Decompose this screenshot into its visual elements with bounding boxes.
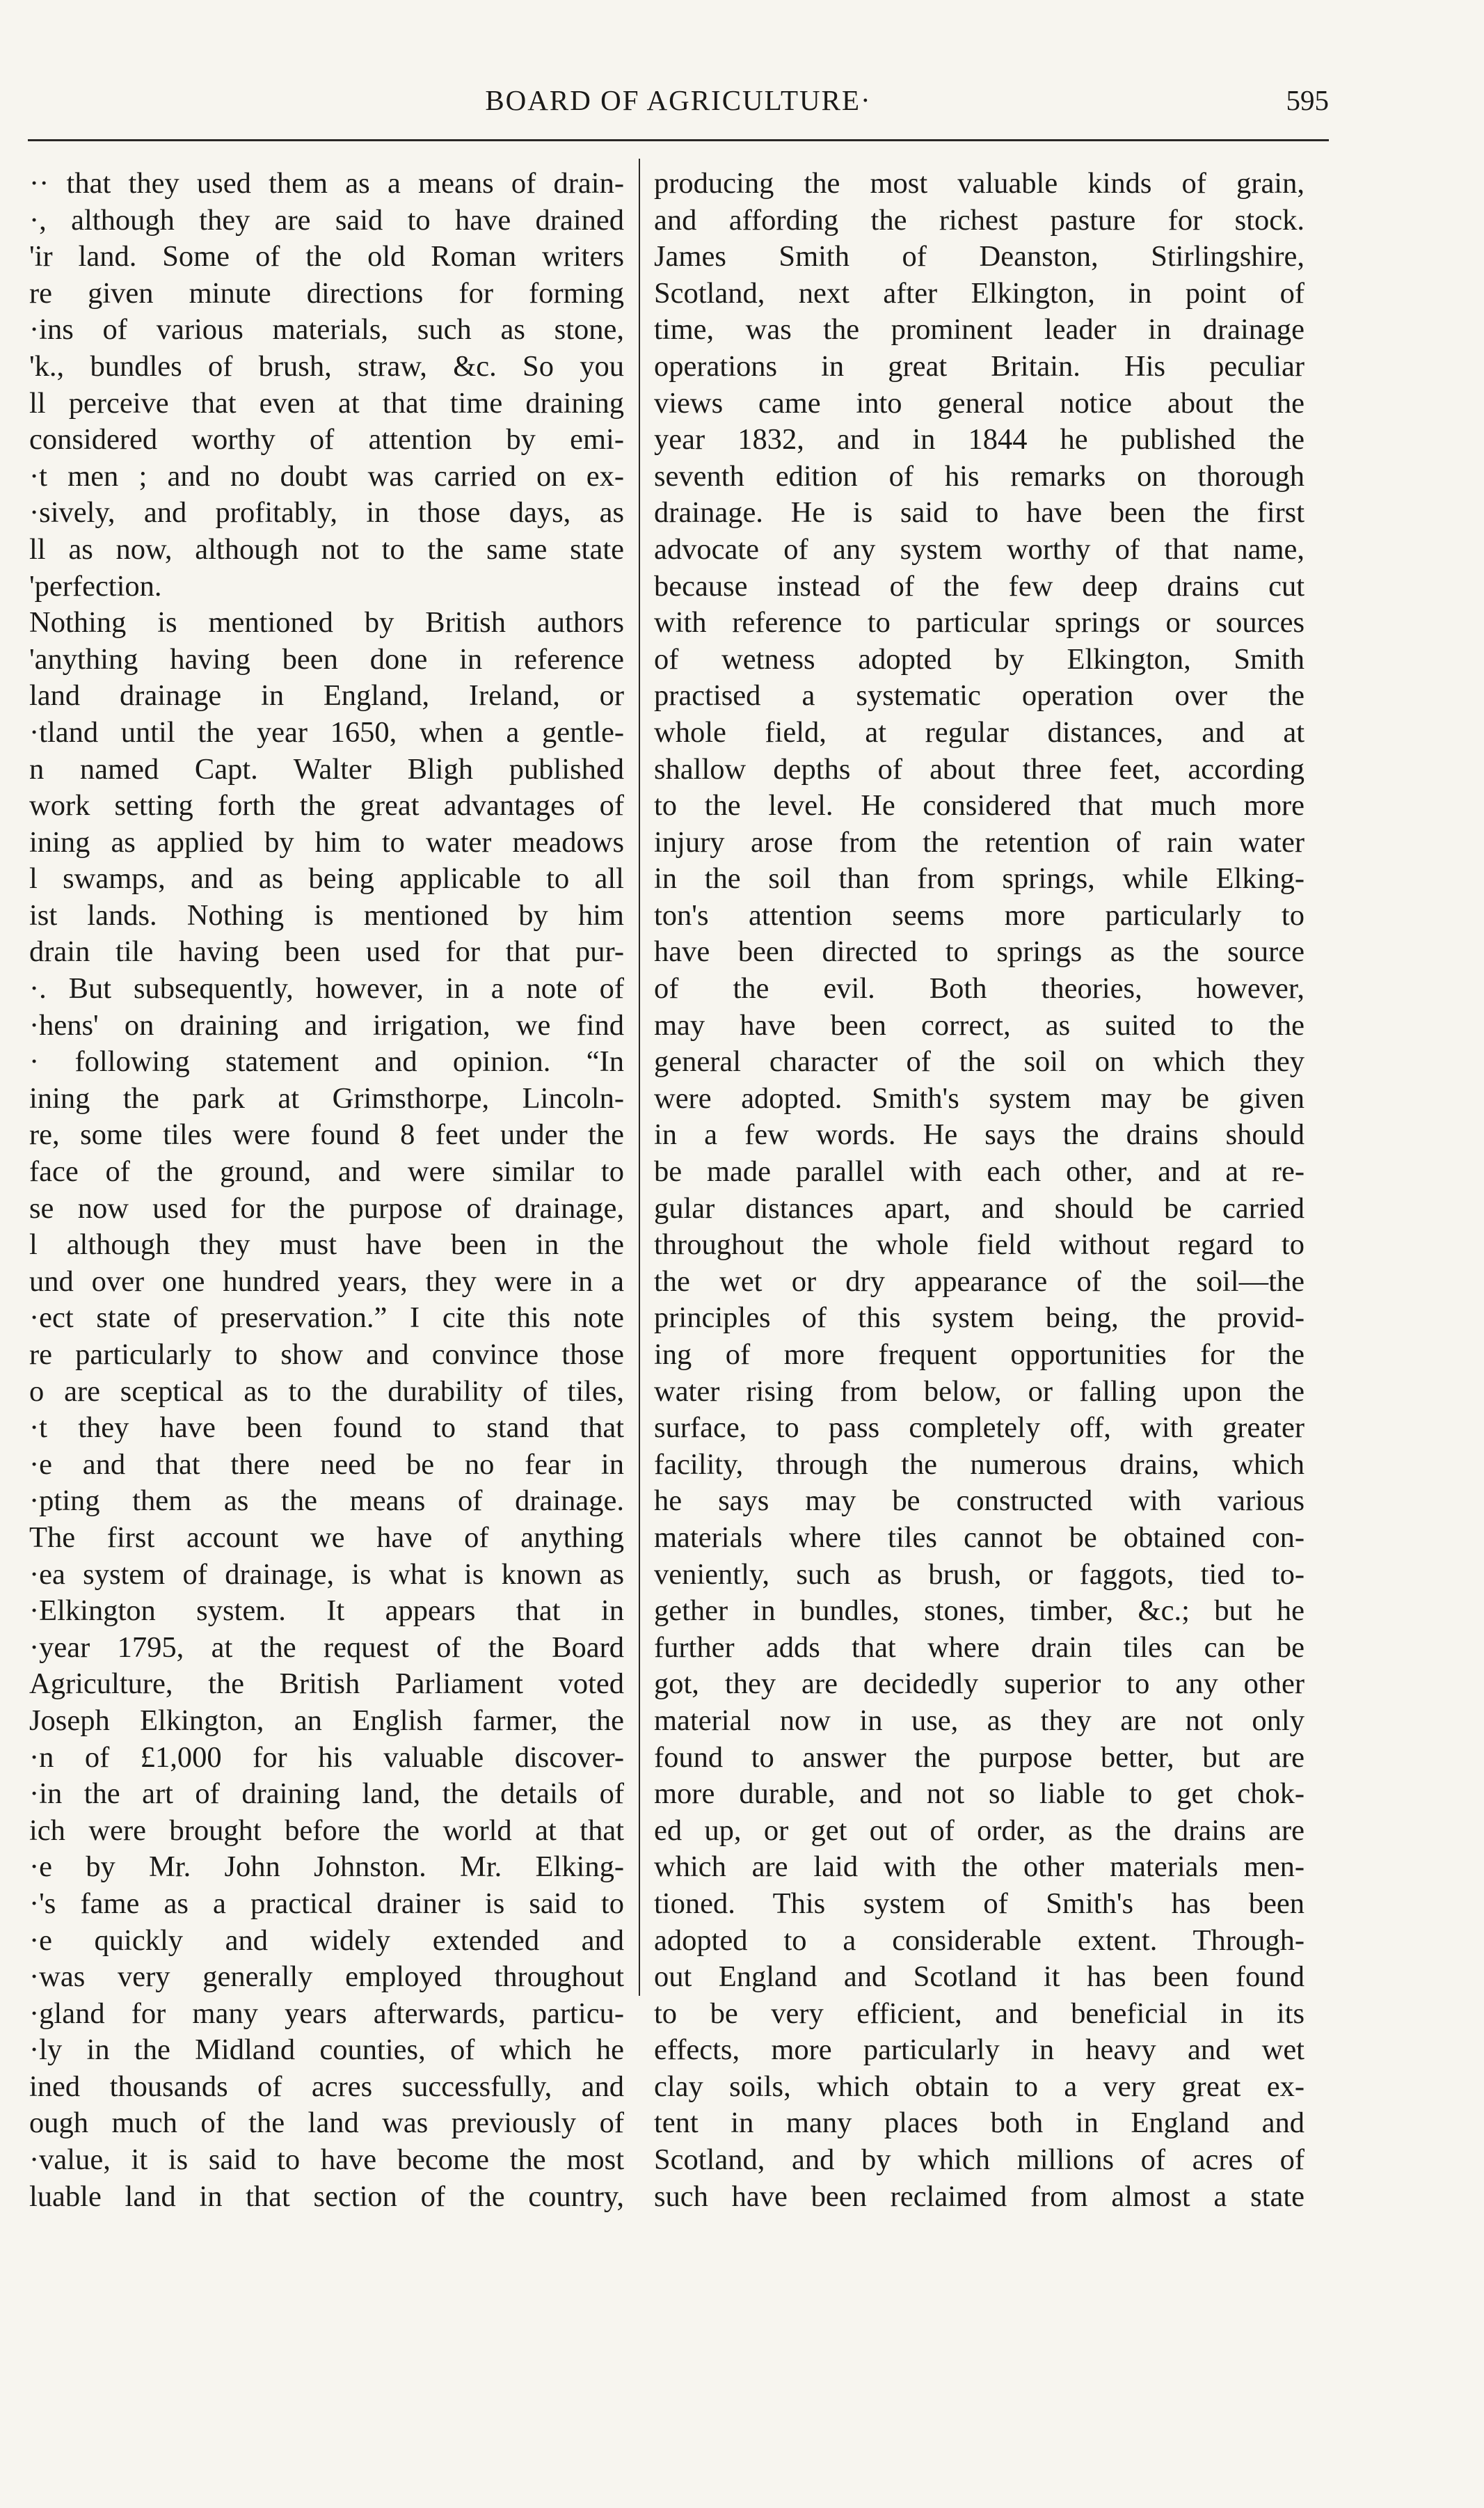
text-line: Agriculture, the British Parliament voted — [29, 1667, 624, 1701]
text-line: ·Elkington system. It appears that in — [29, 1594, 624, 1628]
text-line: ·ins of various materials, such as stone, — [29, 313, 624, 347]
text-line: ing of more frequent opportunities for the — [654, 1338, 1305, 1371]
text-line: James Smith of Deanston, Stirlingshire, — [654, 240, 1305, 273]
text-line: ·sively, and profitably, in those days, as — [29, 496, 624, 530]
text-line: · following statement and opinion. “In — [29, 1045, 624, 1079]
text-line: ·tland until the year 1650, when a gentle- — [29, 715, 624, 749]
text-line: material now in use, as they are not only — [654, 1704, 1305, 1737]
text-line: 'perfection. — [29, 569, 162, 603]
text-line: surface, to pass completely off, with greater — [654, 1411, 1305, 1445]
text-line: drainage. He is said to have been the first — [654, 496, 1305, 530]
text-line: gular distances apart, and should be carried — [654, 1191, 1305, 1225]
text-line: shallow depths of about three feet, according — [654, 752, 1305, 786]
text-line: be made parallel with each other, and at re- — [654, 1155, 1305, 1189]
text-line: ·n of £1,000 for his valuable discover- — [29, 1740, 624, 1774]
text-line: further adds that where drain tiles can be — [654, 1630, 1305, 1664]
text-line: ist lands. Nothing is mentioned by him — [29, 898, 624, 932]
text-line: water rising from below, or falling upon the — [654, 1374, 1305, 1408]
text-line: face of the ground, and were similar to — [29, 1155, 624, 1189]
text-line: ·was very generally employed throughout — [29, 1960, 624, 1994]
text-line: 'anything having been done in reference — [29, 642, 624, 676]
right-column — [654, 166, 1305, 2215]
text-line: ·t men ; and no doubt was carried on ex- — [29, 459, 624, 493]
text-line: because instead of the few deep drains cut — [654, 569, 1305, 603]
text-line: l although they must have been in the — [29, 1228, 624, 1262]
text-line: ·e quickly and widely extended and — [29, 1923, 624, 1957]
text-line: ·in the art of draining land, the details of — [29, 1777, 624, 1811]
running-title: BOARD OF AGRICULTURE· — [485, 84, 872, 116]
text-line: ll as now, although not to the same state — [29, 532, 624, 566]
text-line: re, some tiles were found 8 feet under the — [29, 1118, 624, 1152]
text-line: in the soil than from springs, while Elking- — [654, 862, 1305, 896]
text-line: adopted to a considerable extent. Through- — [654, 1923, 1305, 1957]
text-line: 'ir land. Some of the old Roman writers — [29, 240, 624, 273]
text-line: ich were brought before the world at that — [29, 1813, 624, 1847]
text-line: were adopted. Smith's system may be given — [654, 1081, 1305, 1115]
text-line: whole field, at regular distances, and at — [654, 715, 1305, 749]
text-line: ·ect state of preservation.” I cite this note — [29, 1301, 624, 1335]
text-line: Scotland, and by which millions of acres of — [654, 2143, 1305, 2177]
text-line: got, they are decidedly superior to any other — [654, 1667, 1305, 1701]
text-line: ·ly in the Midland counties, of which he — [29, 2033, 624, 2067]
text-line: Joseph Elkington, an English farmer, the — [29, 1704, 624, 1737]
header-rule — [28, 139, 1329, 141]
text-line: Scotland, next after Elkington, in point of — [654, 276, 1305, 310]
text-line: ·pting them as the means of drainage. — [29, 1484, 624, 1518]
text-line: principles of this system being, the provid- — [654, 1301, 1305, 1335]
text-line: clay soils, which obtain to a very great ex- — [654, 2070, 1305, 2103]
text-line: the wet or dry appearance of the soil—the — [654, 1264, 1305, 1298]
text-line: ·value, it is said to have become the most — [29, 2143, 624, 2177]
text-line: l swamps, and as being applicable to all — [29, 862, 624, 896]
text-line: ·t they have been found to stand that — [29, 1411, 624, 1445]
text-line: ough much of the land was previously of — [29, 2106, 624, 2140]
text-line: producing the most valuable kinds of grain, — [654, 167, 1305, 200]
text-line: materials where tiles cannot be obtained con- — [654, 1521, 1305, 1554]
text-line: in a few words. He says the drains should — [654, 1118, 1305, 1152]
text-line: time, was the prominent leader in drainage — [654, 313, 1305, 347]
text-line: such have been reclaimed from almost a state — [654, 2180, 1305, 2213]
text-line: work setting forth the great advantages of — [29, 789, 624, 823]
text-line: ·e and that there need be no fear in — [29, 1447, 624, 1481]
text-line: practised a systematic operation over the — [654, 679, 1305, 713]
text-line: have been directed to springs as the source — [654, 935, 1305, 969]
text-line: gether in bundles, stones, timber, &c.; but he — [654, 1594, 1305, 1628]
text-line: facility, through the numerous drains, which — [654, 1447, 1305, 1481]
text-line: he says may be constructed with various — [654, 1484, 1305, 1518]
text-line: ·'s fame as a practical drainer is said to — [29, 1887, 624, 1920]
text-line: und over one hundred years, they were in a — [29, 1264, 624, 1298]
text-line: Nothing is mentioned by British authors — [29, 606, 624, 640]
text-line: year 1832, and in 1844 he published the — [654, 423, 1305, 457]
left-column — [29, 166, 624, 2215]
text-line: more durable, and not so liable to get chok- — [654, 1777, 1305, 1811]
text-line: re given minute directions for forming — [29, 276, 624, 310]
text-line: may have been correct, as suited to the — [654, 1008, 1305, 1042]
page-header — [28, 84, 1329, 132]
text-line: n named Capt. Walter Bligh published — [29, 752, 624, 786]
text-line: drain tile having been used for that pur- — [29, 935, 624, 969]
text-line: general character of the soil on which they — [654, 1045, 1305, 1079]
page-number: 595 — [1286, 84, 1329, 116]
text-line: to be very efficient, and beneficial in its — [654, 1997, 1305, 2030]
text-line: ined thousands of acres successfully, and — [29, 2070, 624, 2103]
text-line: considered worthy of attention by emi- — [29, 423, 624, 457]
text-line: luable land in that section of the country, — [29, 2180, 624, 2213]
text-line: seventh edition of his remarks on thorough — [654, 459, 1305, 493]
text-line: ll perceive that even at that time draining — [29, 386, 624, 420]
column-divider — [639, 159, 640, 1996]
text-line: which are laid with the other materials men- — [654, 1850, 1305, 1884]
text-line: out England and Scotland it has been found — [654, 1960, 1305, 1994]
text-line: tent in many places both in England and — [654, 2106, 1305, 2140]
text-line: views came into general notice about the — [654, 386, 1305, 420]
text-line: re particularly to show and convince those — [29, 1338, 624, 1371]
text-line: of wetness adopted by Elkington, Smith — [654, 642, 1305, 676]
text-line: ed up, or get out of order, as the drains are — [654, 1813, 1305, 1847]
text-line: ·gland for many years afterwards, particu- — [29, 1997, 624, 2030]
text-line: veniently, such as brush, or faggots, tied to- — [654, 1557, 1305, 1591]
text-line: injury arose from the retention of rain water — [654, 825, 1305, 859]
text-line: ·year 1795, at the request of the Board — [29, 1630, 624, 1664]
text-line: effects, more particularly in heavy and wet — [654, 2033, 1305, 2067]
text-line: The first account we have of anything — [29, 1521, 624, 1554]
text-line: ·. But subsequently, however, in a note of — [29, 972, 624, 1006]
text-line: ·, although they are said to have drained — [29, 203, 624, 237]
text-line: ·e by Mr. John Johnston. Mr. Elking- — [29, 1850, 624, 1884]
text-line: ton's attention seems more particularly to — [654, 898, 1305, 932]
text-line: ·· that they used them as a means of drain- — [29, 167, 624, 200]
text-line: of the evil. Both theories, however, — [654, 972, 1305, 1006]
text-line: found to answer the purpose better, but are — [654, 1740, 1305, 1774]
text-line: to the level. He considered that much more — [654, 789, 1305, 823]
text-line: operations in great Britain. His peculiar — [654, 349, 1305, 383]
text-line: ·hens' on draining and irrigation, we find — [29, 1008, 624, 1042]
text-line: tioned. This system of Smith's has been — [654, 1887, 1305, 1920]
text-line: ining the park at Grimsthorpe, Lincoln- — [29, 1081, 624, 1115]
text-line: with reference to particular springs or sources — [654, 606, 1305, 640]
text-line: 'k., bundles of brush, straw, &c. So you — [29, 349, 624, 383]
text-line: se now used for the purpose of drainage, — [29, 1191, 624, 1225]
text-line: ·ea system of drainage, is what is known as — [29, 1557, 624, 1591]
text-line: o are sceptical as to the durability of tiles, — [29, 1374, 624, 1408]
text-line: and affording the richest pasture for stock. — [654, 203, 1305, 237]
text-line: ining as applied by him to water meadows — [29, 825, 624, 859]
text-line: land drainage in England, Ireland, or — [29, 679, 624, 713]
text-line: advocate of any system worthy of that name, — [654, 532, 1305, 566]
text-line: throughout the whole field without regard to — [654, 1228, 1305, 1262]
